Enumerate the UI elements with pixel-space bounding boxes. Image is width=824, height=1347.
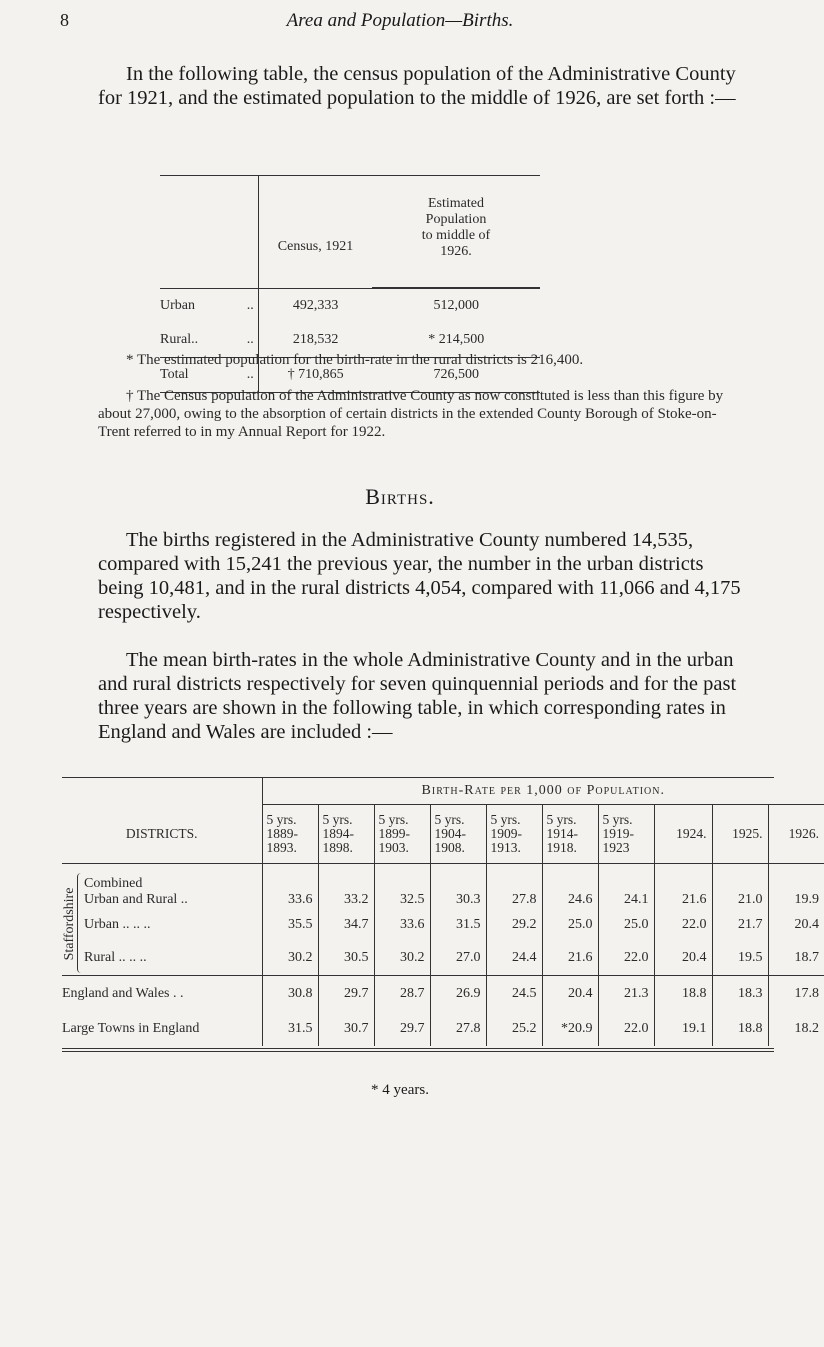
rate-cell: 25.2	[486, 1012, 542, 1046]
staffordshire-label: Staffordshire	[62, 887, 77, 961]
rate-cell: 22.0	[654, 908, 712, 942]
births-paragraph: The births registered in the Administrative County numbered 14,535, compared with 15,241 the previous year, the number in the urban districts being 10,481, and in the rural districts 4,054, compared with 11,066 and 4,175 respectively.	[98, 529, 741, 623]
staffordshire-brace	[77, 873, 84, 973]
rate-cell: 21.0	[712, 864, 768, 908]
rate-cell: 34.7	[318, 908, 374, 942]
rate-cell: 20.4	[542, 976, 598, 1012]
running-title: Area and Population—Births.	[286, 10, 514, 31]
row-label: Total	[160, 367, 189, 382]
estimated-value: 512,000	[433, 298, 479, 313]
rate-cell: 30.7	[318, 1012, 374, 1046]
rate-cell: 26.9	[430, 976, 486, 1012]
period-header: 5 yrs. 1894- 1898.	[318, 805, 374, 864]
rate-row	[62, 1012, 824, 1046]
page-number: 8	[60, 10, 69, 30]
rate-cell: 30.3	[430, 864, 486, 908]
rate-cell: 25.0	[598, 908, 654, 942]
rate-cell: 21.3	[598, 976, 654, 1012]
row-label-line: Urban and Rural ..	[84, 891, 188, 907]
rate-cell: *20.9	[542, 1012, 598, 1046]
districts-header: DISTRICTS.	[125, 825, 198, 841]
footnote-star: * The estimated population for the birth-rate in the rural districts is 216,400.	[126, 352, 584, 368]
birth-rate-table	[62, 777, 820, 1052]
estimated-header-line: 1926.	[440, 244, 472, 259]
rate-cell: 30.5	[318, 942, 374, 976]
period-header: 5 yrs. 1914- 1918.	[542, 805, 598, 864]
period-header-row	[62, 805, 824, 864]
rate-cell: 19.1	[654, 1012, 712, 1046]
row-label	[62, 1012, 262, 1046]
rate-cell: 22.0	[598, 1012, 654, 1046]
rate-cell: 33.6	[262, 864, 318, 908]
census-value: 218,532	[258, 323, 373, 357]
rate-row	[62, 864, 824, 908]
rate-cell: 19.5	[712, 942, 768, 976]
rate-cell: 21.6	[654, 864, 712, 908]
estimated-header-line: to middle of	[421, 228, 491, 243]
rate-cell: 21.7	[712, 908, 768, 942]
rate-cell: 18.8	[654, 976, 712, 1012]
rate-cell: 19.9	[768, 864, 824, 908]
row-label	[62, 908, 262, 942]
rates-paragraph: The mean birth-rates in the whole Administrative County and in the urban and rural districts respectively for seven quinquennial periods and for the past three years are shown in the following table, in which corresponding rates in England and Wales are included :—	[98, 649, 737, 743]
year-header: 1926.	[768, 805, 824, 864]
period-header: 5 yrs. 1904- 1908.	[430, 805, 486, 864]
row-dots: ..	[246, 298, 254, 313]
rate-row	[62, 942, 824, 976]
period-header: 5 yrs. 1899- 1903.	[374, 805, 430, 864]
year-header: 1925.	[712, 805, 768, 864]
rate-cell: 24.5	[486, 976, 542, 1012]
rate-cell: 24.6	[542, 864, 598, 908]
rate-cell: 18.8	[712, 1012, 768, 1046]
row-label-line: Rural .. .. ..	[84, 950, 147, 966]
footnote-dagger: † The Census population of the Administrative County as now constituted is less than this figure by about 27,000, owing to the absorption of certain districts in the extended County Borough of Stoke-on-Trent referred to in my Annual Report for 1922.	[98, 388, 724, 440]
estimated-header-line: Population	[425, 212, 487, 227]
rate-cell: 22.0	[598, 942, 654, 976]
estimated-value: 726,500	[433, 367, 479, 382]
rate-cell: 20.4	[768, 908, 824, 942]
rate-cell: 21.6	[542, 942, 598, 976]
rate-cell: 28.7	[374, 976, 430, 1012]
rate-cell: 18.7	[768, 942, 824, 976]
rate-cell: 20.4	[654, 942, 712, 976]
rate-cell: 32.5	[374, 864, 430, 908]
row-label: Rural..	[160, 332, 199, 347]
row-dots: ..	[246, 367, 254, 382]
estimated-header-line: Estimated	[428, 196, 484, 211]
rate-cell: 24.4	[486, 942, 542, 976]
row-label-line: England and Wales . .	[62, 985, 184, 1001]
rate-cell: 27.8	[486, 864, 542, 908]
rate-cell: 31.5	[430, 908, 486, 942]
census-column-header: Census, 1921	[258, 176, 372, 288]
rate-cell: 18.3	[712, 976, 768, 1012]
period-header: 5 yrs. 1889- 1893.	[262, 805, 318, 864]
estimated-value: * 214,500	[428, 332, 485, 347]
rate-cell: 29.7	[318, 976, 374, 1012]
births-heading: Births.	[365, 484, 435, 509]
period-header: 5 yrs. 1919- 1923	[598, 805, 654, 864]
rate-cell: 30.2	[262, 942, 318, 976]
estimated-column-header	[372, 176, 540, 288]
row-label: Urban	[160, 298, 195, 313]
rate-cell: 30.8	[262, 976, 318, 1012]
table-footnote: * 4 years.	[371, 1082, 429, 1098]
census-table-header	[160, 176, 540, 288]
row-label-line: Large Towns in England	[62, 1020, 200, 1036]
rate-cell: 27.8	[430, 1012, 486, 1046]
intro-paragraph: In the following table, the census population of the Administrative County for 1921, and the estimated population to the middle of 1926, are set forth :—	[98, 63, 736, 109]
rate-row	[62, 908, 824, 942]
census-value: 492,333	[258, 289, 373, 323]
year-header: 1924.	[654, 805, 712, 864]
rate-cell: 35.5	[262, 908, 318, 942]
rate-cell: 24.1	[598, 864, 654, 908]
row-label-line: Combined	[84, 875, 143, 891]
rate-cell: 25.0	[542, 908, 598, 942]
rate-cell: 27.0	[430, 942, 486, 976]
rate-cell: 29.7	[374, 1012, 430, 1046]
rate-cell: 31.5	[262, 1012, 318, 1046]
rate-cell: 33.2	[318, 864, 374, 908]
row-label-line: Urban .. .. ..	[84, 916, 151, 932]
row-label	[62, 976, 262, 1012]
census-row-urban	[160, 289, 540, 323]
row-dots: ..	[246, 332, 254, 347]
rate-cell: 29.2	[486, 908, 542, 942]
period-header: 5 yrs. 1909- 1913.	[486, 805, 542, 864]
census-value: † 710,865	[258, 358, 373, 392]
rate-cell: 17.8	[768, 976, 824, 1012]
row-label	[62, 864, 262, 908]
row-label	[62, 942, 262, 976]
rate-cell: 33.6	[374, 908, 430, 942]
rate-cell: 18.2	[768, 1012, 824, 1046]
group-header: Birth-Rate per 1,000 of Population.	[262, 778, 824, 805]
rate-row	[62, 976, 824, 1012]
rate-cell: 30.2	[374, 942, 430, 976]
